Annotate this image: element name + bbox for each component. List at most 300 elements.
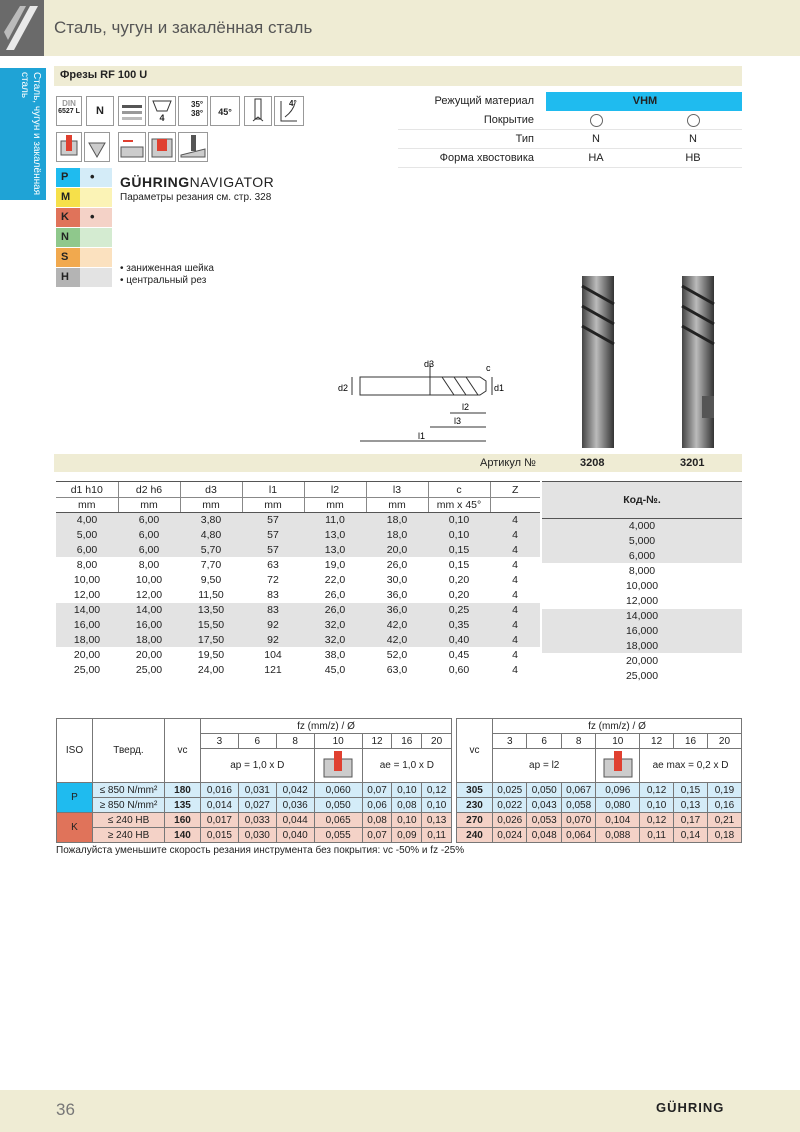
ae-cell: ae = 1,0 x D [362, 749, 451, 783]
hardness-cell: ≤ 850 N/mm² [93, 783, 165, 798]
table-cell: 4,00 [56, 513, 118, 528]
slotting-op-icon [56, 132, 82, 162]
iso-letter: P [61, 171, 69, 183]
col-unit: mm [118, 498, 180, 513]
table-cell: 0,40 [428, 633, 490, 648]
cutting-row [457, 798, 742, 813]
table-cell: 5,00 [56, 528, 118, 543]
table-cell: 36,0 [366, 603, 428, 618]
col-header: c [428, 482, 490, 498]
col-header: Z [490, 482, 540, 498]
table-cell: 4 [490, 543, 540, 558]
type-value-2: N [689, 133, 697, 145]
helix-angle-1: 35° [191, 100, 204, 109]
col-unit [490, 498, 540, 513]
table-cell: 16,00 [118, 618, 180, 633]
table-cell: 0,15 [428, 543, 490, 558]
fz-cell: 0,030 [238, 828, 276, 843]
cutting-data-left [56, 718, 452, 843]
tool-type-icon [86, 96, 114, 126]
fz-cell: 0,06 [362, 798, 392, 813]
surface-finish-icon [118, 96, 146, 126]
footer-logo: GÜHRING [656, 1100, 725, 1115]
table-cell: 8,00 [118, 558, 180, 573]
diameter-cell: 3 [201, 734, 239, 749]
shank-value-2: HB [685, 152, 701, 164]
fz-cell: 0,088 [596, 828, 640, 843]
code-row [542, 594, 742, 609]
fz-cell: 0,07 [362, 828, 392, 843]
iso-letter: N [61, 231, 69, 243]
fz-cell: 0,08 [392, 798, 422, 813]
iso-row-s [56, 248, 112, 267]
table-cell: 11,0 [304, 513, 366, 528]
table-cell: 104 [242, 648, 304, 663]
plunge-op-icon [84, 132, 110, 162]
dim-d1: d1 [494, 383, 505, 393]
iso-material-groups [56, 168, 112, 288]
table-cell: 0,45 [428, 648, 490, 663]
table-cell: 83 [242, 603, 304, 618]
table-cell: 6,00 [118, 513, 180, 528]
iso-letter: M [61, 191, 71, 203]
table-row [56, 573, 540, 588]
table-cell: 4 [490, 588, 540, 603]
iso-letter: S [61, 251, 69, 263]
helix-angle-2: 38° [191, 109, 204, 118]
material-row [398, 92, 742, 111]
uncoated-note: Пожалуйста уменьшите скорость резания инструмента без покрытия: vc -50% и fz -25% [56, 845, 465, 856]
product-title-bar [54, 66, 742, 86]
table-cell: 121 [242, 663, 304, 678]
table-cell: 18,0 [366, 528, 428, 543]
code-cell: 20,000 [542, 654, 742, 669]
col-unit: mm [304, 498, 366, 513]
table-cell: 26,0 [304, 603, 366, 618]
article-label: Артикул № [480, 457, 536, 469]
table-cell: 20,00 [118, 648, 180, 663]
table-cell: 3,80 [180, 513, 242, 528]
code-header: Код-№. [542, 482, 742, 519]
dimensions-table [56, 481, 540, 678]
code-cell: 10,000 [542, 579, 742, 594]
dim-c: c [486, 363, 491, 373]
table-cell: 24,00 [180, 663, 242, 678]
fz-cell: 0,080 [596, 798, 640, 813]
fz-cell: 0,19 [707, 783, 741, 798]
table-cell: 14,00 [56, 603, 118, 618]
table-cell: 14,00 [118, 603, 180, 618]
fz-cell: 0,16 [707, 798, 741, 813]
coating-none-icon [687, 114, 700, 127]
navigator-suffix: NAVIGATOR [189, 174, 275, 190]
pocket-op-icon [148, 132, 176, 162]
fz-cell: 0,07 [362, 783, 392, 798]
table-row [56, 528, 540, 543]
cutting-row [457, 783, 742, 798]
cutting-data-right [456, 718, 742, 843]
fz-cell: 0,070 [561, 813, 595, 828]
dim-l3: l3 [454, 416, 462, 426]
page-number: 36 [56, 1100, 75, 1119]
diameter-cell: 8 [276, 734, 314, 749]
chamfer-icon [210, 96, 240, 126]
table-cell: 6,00 [118, 528, 180, 543]
table-cell: 0,60 [428, 663, 490, 678]
code-cell: 8,000 [542, 564, 742, 579]
fz-cell: 0,042 [276, 783, 314, 798]
diameter-cell: 10 [314, 734, 362, 749]
fz-cell: 0,11 [422, 828, 452, 843]
fz-cell: 0,050 [314, 798, 362, 813]
fz-cell: 0,022 [493, 798, 527, 813]
table-cell: 6,00 [56, 543, 118, 558]
code-cell: 6,000 [542, 549, 742, 564]
table-cell: 4 [490, 513, 540, 528]
iso-header: ISO [57, 719, 93, 783]
fz-cell: 0,043 [527, 798, 561, 813]
coating-none-icon [590, 114, 603, 127]
table-cell: 36,0 [366, 588, 428, 603]
fz-cell: 0,040 [276, 828, 314, 843]
shank-value-1: HA [588, 152, 604, 164]
col-header: l1 [242, 482, 304, 498]
fz-cell: 0,096 [596, 783, 640, 798]
fz-cell: 0,10 [640, 798, 674, 813]
dim-l1: l1 [418, 431, 426, 441]
iso-dot: • [90, 169, 95, 184]
fz-cell: 0,065 [314, 813, 362, 828]
fz-cell: 0,11 [640, 828, 674, 843]
table-cell: 57 [242, 513, 304, 528]
navigator-brand: GÜHRING [120, 174, 190, 190]
hardness-cell: ≥ 850 N/mm² [93, 798, 165, 813]
table-cell: 10,00 [118, 573, 180, 588]
vc-cell: 230 [457, 798, 493, 813]
fz-cell: 0,12 [422, 783, 452, 798]
cutting-params-ref: Параметры резания см. стр. 328 [120, 192, 272, 203]
vc-header: vc [165, 719, 201, 783]
table-cell: 13,0 [304, 528, 366, 543]
cutting-row [57, 828, 452, 843]
fz-cell: 0,015 [201, 828, 239, 843]
table-cell: 32,0 [304, 618, 366, 633]
fz-cell: 0,064 [561, 828, 595, 843]
fz-cell: 0,12 [640, 783, 674, 798]
iso-group-cell: P [57, 783, 93, 813]
article-3208: 3208 [580, 457, 605, 469]
col-header: l2 [304, 482, 366, 498]
table-cell: 0,15 [428, 558, 490, 573]
navigator-logo [120, 174, 274, 190]
table-cell: 26,0 [304, 588, 366, 603]
hardness-header: Тверд. [93, 719, 165, 783]
ap-cell: ap = 1,0 x D [201, 749, 315, 783]
diameter-cell: 20 [707, 734, 741, 749]
code-cell: 14,000 [542, 609, 742, 624]
col-header: l3 [366, 482, 428, 498]
cutting-row [457, 813, 742, 828]
brand-logo-icon [0, 0, 44, 56]
note-item: • центральный рез [120, 275, 207, 286]
table-cell: 4 [490, 663, 540, 678]
flutes-icon [148, 96, 176, 126]
vc-cell: 305 [457, 783, 493, 798]
diameter-cell: 3 [493, 734, 527, 749]
col-header: d3 [180, 482, 242, 498]
code-table [542, 481, 742, 684]
cutting-row [57, 813, 452, 828]
article-bar [54, 454, 742, 472]
tool-image-3201 [678, 276, 718, 450]
table-cell: 25,00 [56, 663, 118, 678]
table-cell: 42,0 [366, 618, 428, 633]
diameter-cell: 20 [422, 734, 452, 749]
cutting-row [57, 783, 452, 798]
code-row [542, 579, 742, 594]
code-cell: 16,000 [542, 624, 742, 639]
table-cell: 20,0 [366, 543, 428, 558]
table-cell: 0,10 [428, 528, 490, 543]
table-cell: 32,0 [304, 633, 366, 648]
hardness-cell: ≤ 240 HB [93, 813, 165, 828]
neck-angle-icon [274, 96, 304, 126]
code-row [542, 639, 742, 654]
fz-cell: 0,10 [392, 783, 422, 798]
ramping-op-icon [178, 132, 208, 162]
engagement-icon [314, 749, 362, 783]
fz-cell: 0,036 [276, 798, 314, 813]
engagement-icon [596, 749, 640, 783]
code-row [542, 564, 742, 579]
table-cell: 18,0 [366, 513, 428, 528]
table-cell: 63,0 [366, 663, 428, 678]
diameter-cell: 12 [362, 734, 392, 749]
fz-cell: 0,044 [276, 813, 314, 828]
table-row [56, 618, 540, 633]
fz-cell: 0,017 [201, 813, 239, 828]
type-label: Тип [515, 133, 534, 145]
dim-d2: d2 [338, 383, 349, 393]
iso-letter: H [61, 271, 69, 283]
table-cell: 5,70 [180, 543, 242, 558]
table-cell: 0,35 [428, 618, 490, 633]
fz-cell: 0,016 [201, 783, 239, 798]
tool-type-label: N [96, 105, 104, 117]
fz-cell: 0,17 [674, 813, 708, 828]
table-cell: 25,00 [118, 663, 180, 678]
cutting-row [57, 798, 452, 813]
table-cell: 16,00 [56, 618, 118, 633]
diameter-row [457, 734, 742, 749]
note-item: • заниженная шейка [120, 263, 214, 274]
table-cell: 4 [490, 603, 540, 618]
hardness-cell: ≥ 240 HB [93, 828, 165, 843]
table-cell: 30,0 [366, 573, 428, 588]
diameter-cell: 10 [596, 734, 640, 749]
page-title: Сталь, чугун и закалённая сталь [54, 18, 313, 37]
fz-cell: 0,031 [238, 783, 276, 798]
vc-cell: 180 [165, 783, 201, 798]
table-cell: 38,0 [304, 648, 366, 663]
table-cell: 72 [242, 573, 304, 588]
table-cell: 0,25 [428, 603, 490, 618]
code-cell: 18,000 [542, 639, 742, 654]
dims-header-row [56, 482, 540, 498]
table-cell: 4 [490, 633, 540, 648]
vc-cell: 140 [165, 828, 201, 843]
col-unit: mm x 45° [428, 498, 490, 513]
table-cell: 83 [242, 588, 304, 603]
fz-cell: 0,13 [674, 798, 708, 813]
table-cell: 18,00 [56, 633, 118, 648]
fz-cell: 0,024 [493, 828, 527, 843]
table-cell: 19,0 [304, 558, 366, 573]
vc-cell: 135 [165, 798, 201, 813]
diameter-cell: 6 [238, 734, 276, 749]
fz-cell: 0,050 [527, 783, 561, 798]
tool-properties [398, 92, 742, 168]
side-tab-label: Сталь, чугун и закалённая сталь [19, 72, 42, 196]
table-cell: 0,20 [428, 588, 490, 603]
table-cell: 7,70 [180, 558, 242, 573]
table-cell: 52,0 [366, 648, 428, 663]
coating-label: Покрытие [483, 114, 534, 126]
fz-cell: 0,12 [640, 813, 674, 828]
fz-cell: 0,08 [362, 813, 392, 828]
table-cell: 19,50 [180, 648, 242, 663]
table-cell: 8,00 [56, 558, 118, 573]
dim-l2: l2 [462, 402, 470, 412]
code-cell: 12,000 [542, 594, 742, 609]
dims-units-row [56, 498, 540, 513]
table-cell: 13,50 [180, 603, 242, 618]
code-row [542, 534, 742, 549]
fz-cell: 0,053 [527, 813, 561, 828]
fz-cell: 0,10 [422, 798, 452, 813]
iso-row-k [56, 208, 112, 227]
ae-cell: ae max = 0,2 x D [640, 749, 742, 783]
table-cell: 4 [490, 528, 540, 543]
table-row [56, 558, 540, 573]
table-cell: 4 [490, 558, 540, 573]
fz-cell: 0,055 [314, 828, 362, 843]
engagement-row [457, 749, 742, 783]
material-value: VHM [632, 95, 658, 107]
code-row [542, 549, 742, 564]
iso-row-n [56, 228, 112, 247]
col-unit: mm [56, 498, 118, 513]
table-row [56, 543, 540, 558]
fz-cell: 0,14 [674, 828, 708, 843]
code-cell: 25,000 [542, 669, 742, 684]
col-header: d1 h10 [56, 482, 118, 498]
fz-cell: 0,15 [674, 783, 708, 798]
code-row [542, 519, 742, 534]
table-cell: 18,00 [118, 633, 180, 648]
table-cell: 26,0 [366, 558, 428, 573]
fz-cell: 0,21 [707, 813, 741, 828]
table-cell: 10,00 [56, 573, 118, 588]
fz-cell: 0,058 [561, 798, 595, 813]
fz-header: fz (mm/z) / Ø [493, 719, 742, 734]
vc-cell: 270 [457, 813, 493, 828]
table-cell: 0,20 [428, 573, 490, 588]
cut-header-row [57, 719, 452, 734]
fz-cell: 0,104 [596, 813, 640, 828]
type-row [398, 130, 742, 149]
fz-cell: 0,014 [201, 798, 239, 813]
diameter-cell: 16 [392, 734, 422, 749]
table-cell: 63 [242, 558, 304, 573]
col-header: d2 h6 [118, 482, 180, 498]
fz-cell: 0,033 [238, 813, 276, 828]
fz-cell: 0,18 [707, 828, 741, 843]
table-cell: 0,10 [428, 513, 490, 528]
code-cell: 5,000 [542, 534, 742, 549]
din-standard-icon [56, 96, 82, 126]
shank-label: Форма хвостовика [439, 152, 534, 164]
code-row [542, 669, 742, 684]
iso-row-m [56, 188, 112, 207]
table-cell: 6,00 [118, 543, 180, 558]
diameter-cell: 6 [527, 734, 561, 749]
iso-row-h [56, 268, 112, 287]
fz-cell: 0,027 [238, 798, 276, 813]
table-row [56, 603, 540, 618]
neck-angle: 4° [289, 99, 297, 108]
table-row [56, 633, 540, 648]
cutting-row [457, 828, 742, 843]
fz-header: fz (mm/z) / Ø [201, 719, 452, 734]
din-label: DIN [62, 99, 76, 108]
dim-d3: d3 [424, 359, 435, 369]
col-unit: mm [180, 498, 242, 513]
shank-row [398, 149, 742, 168]
iso-dot: • [90, 209, 95, 224]
vc-cell: 240 [457, 828, 493, 843]
feature-notes [120, 263, 214, 287]
tool-image-3208 [578, 276, 618, 450]
article-3201: 3201 [680, 457, 705, 469]
vc-header: vc [457, 719, 493, 783]
fz-cell: 0,060 [314, 783, 362, 798]
table-cell: 11,50 [180, 588, 242, 603]
side-milling-icon [118, 132, 146, 162]
diameter-cell: 8 [561, 734, 595, 749]
diameter-cell: 12 [640, 734, 674, 749]
table-cell: 20,00 [56, 648, 118, 663]
iso-letter: K [61, 211, 69, 223]
table-cell: 42,0 [366, 633, 428, 648]
code-row [542, 654, 742, 669]
fz-cell: 0,067 [561, 783, 595, 798]
chamfer-angle: 45° [218, 107, 232, 117]
table-cell: 12,00 [56, 588, 118, 603]
helix-angle-icon [178, 96, 208, 126]
fz-cell: 0,025 [493, 783, 527, 798]
table-cell: 9,50 [180, 573, 242, 588]
type-value-1: N [592, 133, 600, 145]
flutes-count: 4 [159, 113, 165, 123]
table-cell: 15,50 [180, 618, 242, 633]
table-cell: 12,00 [118, 588, 180, 603]
table-row [56, 588, 540, 603]
code-cell: 4,000 [542, 519, 742, 534]
fz-cell: 0,09 [392, 828, 422, 843]
table-cell: 22,0 [304, 573, 366, 588]
material-label: Режущий материал [434, 95, 534, 107]
